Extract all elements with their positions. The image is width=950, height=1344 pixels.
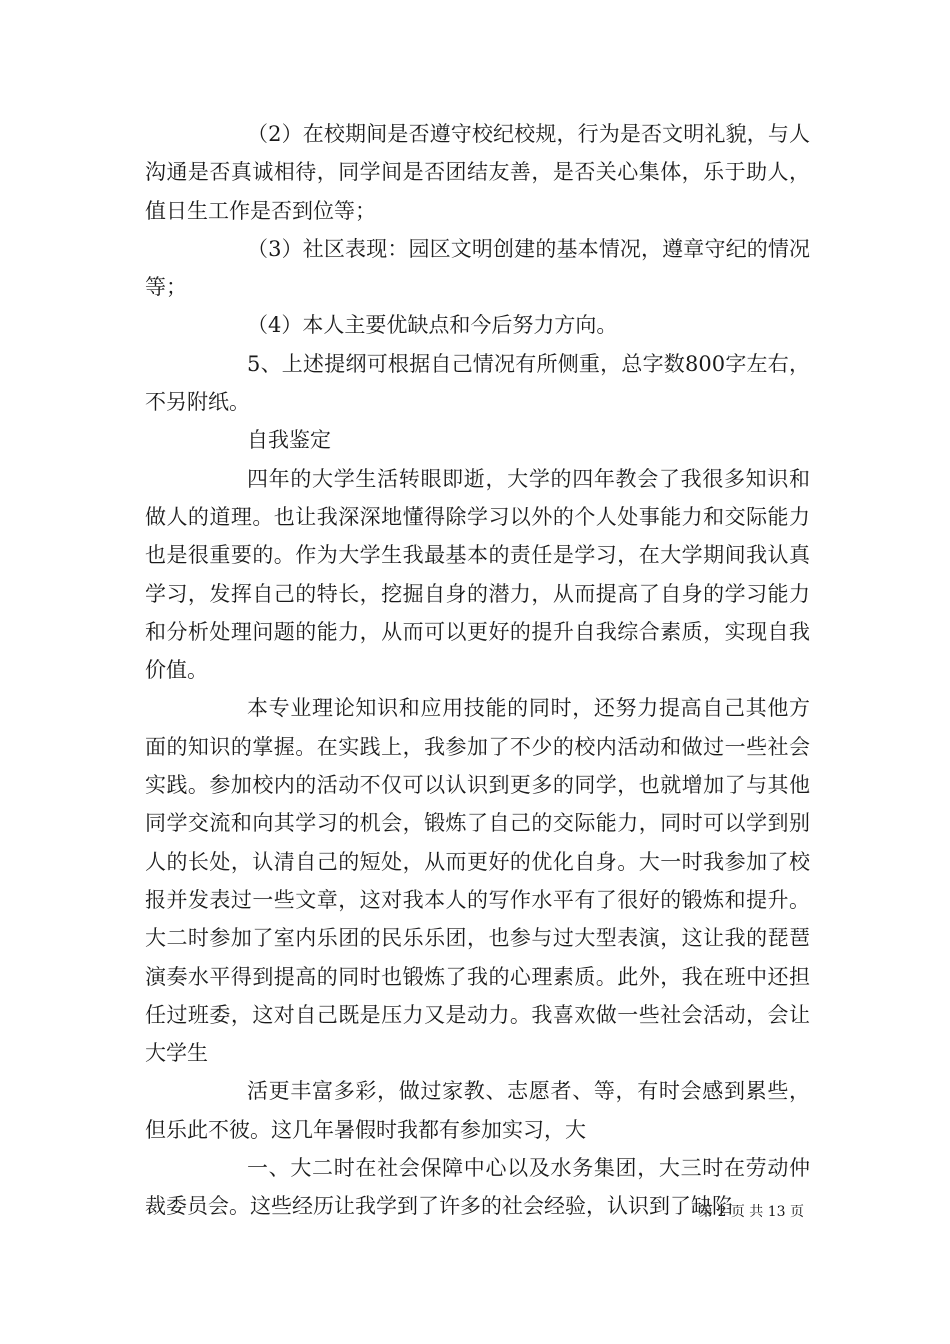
paragraph-item-5-outline-note: 5、上述提纲可根据自己情况有所侧重，总字数800字左右，不另附纸。 bbox=[145, 351, 810, 415]
document-body bbox=[145, 115, 810, 1226]
paragraph-volunteer-work: 活更丰富多彩，做过家教、志愿者、等，有时会感到累些，但乐此不彼。这几年暑假时我都有参加实习，大 bbox=[145, 1079, 810, 1142]
paragraph-item-3-community: （3）社区表现：园区文明创建的基本情况，遵章守纪的情况等； bbox=[145, 236, 810, 300]
paragraph-practice-activities: 本专业理论知识和应用技能的同时，还努力提高自己其他方面的知识的掌握。在实践上，我参加了不少的校内活动和做过一些社会实践。参加校内的活动不仅可以认识到更多的同学，也就增加了与其他同学交流和向其学习的机会，锻炼了自己的交际能力，同时可以学到别人的长处，认清自己的短处，从而更好的优化自身。大一时我参加了校报并发表过一些文章，这对我本人的写作水平有了很好的锻炼和提升。大二时参加了室内乐团的民乐乐团，也参与过大型表演，这让我的琵琶演奏水平得到提高的同时也锻炼了我的心理素质。此外，我在班中还担任过班委，这对自己既是压力又是动力。我喜欢做一些社会活动，会让大学生 bbox=[145, 696, 810, 1066]
paragraph-item-2-conduct: （2）在校期间是否遵守校纪校规，行为是否文明礼貌，与人沟通是否真诚相待，同学间是否团结友善，是否关心集体，乐于助人，值日生工作是否到位等； bbox=[145, 122, 810, 223]
page-number-footer: 第 2 页 共 13 页 bbox=[699, 1204, 804, 1220]
section-heading-self-assessment: 自我鉴定 bbox=[247, 428, 331, 453]
paragraph-item-4-strengths: （4）本人主要优缺点和今后努力方向。 bbox=[247, 313, 618, 338]
paragraph-internships: 一、大二时在社会保障中心以及水务集团，大三时在劳动仲裁委员会。这些经历让我学到了许多的社会经验，认识到了缺陷 bbox=[145, 1156, 810, 1219]
paragraph-university-life: 四年的大学生活转眼即逝，大学的四年教会了我很多知识和做人的道理。也让我深深地懂得除学习以外的个人处事能力和交际能力也是很重要的。作为大学生我最基本的责任是学习，在大学期间我认真学习，发挥自己的特长，挖掘自身的潜力，从而提高了自身的学习能力和分析处理问题的能力，从而可以更好的提升自我综合素质，实现自我价值。 bbox=[145, 466, 810, 683]
